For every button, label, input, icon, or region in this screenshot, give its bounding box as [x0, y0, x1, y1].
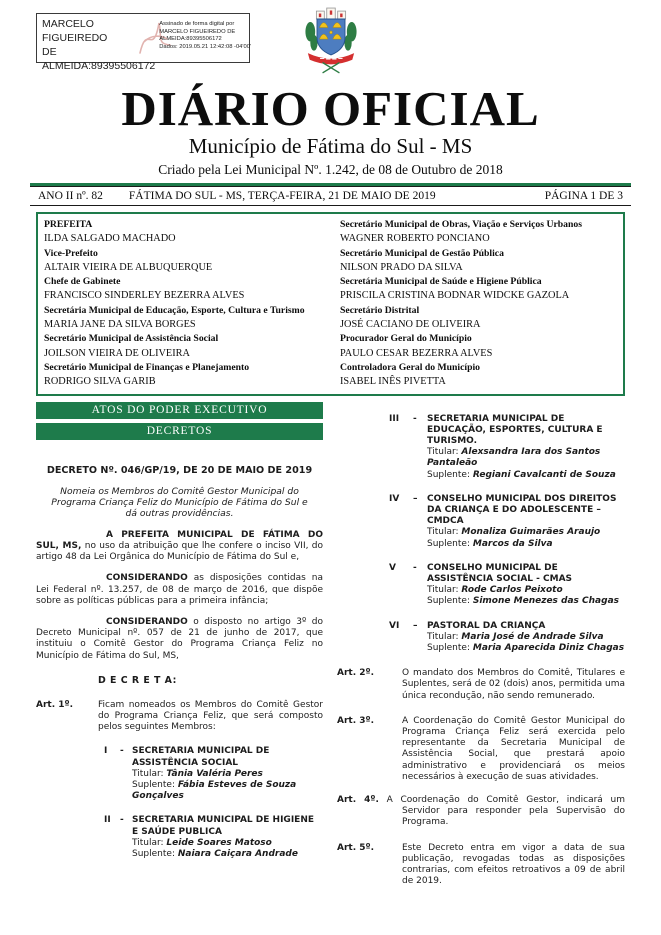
official-entry [44, 218, 326, 247]
official-role: Secretária Municipal de Saúde e Higiene Pública [340, 276, 542, 288]
article-text: A Coordenação do Comitê Gestor Municipal do Programa Criança Feliz será exercida pelo representante da Secretaria Municipal de Assistência Social, que prestará apoio administrativo e providenciará os meios necessários à execução de suas atividades. [402, 715, 625, 782]
preamble-rest: no uso da atribuição que lhe confere o inciso VII, do artigo 48 da Lei Orgânica do Município de Fátima do Sul e, [36, 540, 324, 563]
item-title: SECRETARIA MUNICIPAL DE ASSISTÊNCIA SOCIAL [132, 746, 270, 768]
item-suplente: Suplente: Regiani Cavalcanti de Souza [427, 469, 616, 480]
official-entry [44, 332, 326, 361]
committee-item-4 [337, 494, 625, 550]
officials-column-right [340, 218, 617, 390]
item-suplente: Suplente: Maria Aparecida Diniz Chagas [427, 643, 625, 654]
official-name: PRISCILA CRISTINA BODNAR WIDCKE GAZOLA [340, 290, 570, 302]
item-numeral: II [104, 815, 111, 826]
item-separator: – [413, 493, 418, 504]
item-numeral: V [389, 562, 396, 573]
article-3 [337, 716, 625, 783]
digital-signature-stamp [36, 13, 252, 72]
preamble-lead: A PREFEITA MUNICIPAL DE FÁTIMA DO SUL, MS, [36, 529, 323, 551]
official-role: Secretário Municipal de Assistência Social [44, 333, 219, 345]
official-role: PREFEITA [44, 219, 93, 230]
official-role: Secretário Municipal de Obras, Viação e Serviços Urbanos [340, 219, 582, 230]
dateline-bar [30, 183, 631, 206]
official-role: Procurador Geral do Município [340, 333, 472, 345]
official-name: WAGNER ROBERTO PONCIANO [340, 233, 490, 245]
article-label: Art. 3º. [337, 715, 375, 726]
committee-item-2 [36, 815, 323, 860]
official-role: Controladora Geral do Município [340, 361, 481, 373]
item-numeral: VI [389, 620, 400, 631]
committee-item-3 [337, 414, 625, 481]
signature-detail-line: Assinado de forma digital por [159, 21, 235, 27]
decree-summary: Nomeia os Membros do Comitê Gestor Municipal do Programa Criança Feliz do Município de Fátima do Sul e dá outras providências. [51, 485, 308, 520]
article-text: A Coordenação do Comitê Gestor, indicará um Servidor para responder pela Supervisão do Programa. [386, 795, 625, 828]
item-separator: – [413, 620, 418, 631]
official-role: Secretário Municipal de Gestão Pública [340, 247, 504, 259]
official-role: Secretário Municipal de Finanças e Planejamento [44, 361, 250, 373]
item-title: SECRETARIA MUNICIPAL DE EDUCAÇÃO, ESPORTES, CULTURA E TURISMO. [427, 413, 603, 446]
place-and-date: FÁTIMA DO SUL - MS, TERÇA-FEIRA, 21 DE MAIO DE 2019 [128, 190, 436, 202]
article-5 [337, 843, 625, 888]
article-label: Art. 5º. [337, 842, 375, 853]
signature-name-line: MARCELO FIGUEIREDO [42, 18, 108, 44]
official-entry [340, 361, 617, 390]
official-name: ISABEL INÊS PIVETTA [340, 376, 446, 388]
article-text: Este Decreto entra em vigor a data de sua publicação, revogadas todas as disposições contrarias, com efeitos retroativos a 09 de abril de 2019. [402, 842, 625, 887]
preamble-paragraph [36, 617, 323, 662]
masthead [0, 81, 661, 178]
edition-number: ANO II nº. 82 [38, 190, 103, 202]
decree-title: DECRETO Nº. 046/GP/19, DE 20 DE MAIO DE 2019 [46, 464, 313, 476]
preamble-paragraph [36, 530, 323, 564]
official-entry [44, 247, 326, 276]
signature-details [159, 17, 251, 59]
official-entry [44, 304, 326, 333]
municipal-coat-of-arms-icon [300, 5, 362, 79]
section-banner-decretos: DECRETOS [36, 423, 323, 440]
page-header-strip [0, 0, 661, 80]
signature-detail-line: Dados: 2019.05.21 12:42:08 -04'00' [159, 43, 252, 50]
item-separator: - [413, 413, 417, 424]
item-numeral: IV [389, 493, 400, 504]
article-text: O mandato dos Membros do Comitê, Titulares e Suplentes, será de 02 (dois) anos, permitida uma única recondução, não sendo remunerado. [402, 668, 625, 701]
official-entry [340, 275, 617, 304]
body-column-right [337, 402, 625, 888]
official-role: Secretária Municipal de Educação, Esporte, Cultura e Turismo [44, 304, 305, 316]
committee-item-6 [337, 621, 625, 655]
official-role: Vice-Prefeito [44, 247, 98, 259]
article-2 [337, 668, 625, 702]
item-separator: - [120, 815, 124, 826]
item-titular: Titular: Leide Soares Matoso [132, 837, 272, 848]
committee-item-1 [36, 746, 323, 802]
item-suplente: Suplente: Simone Menezes das Chagas [427, 596, 619, 607]
official-name: ILDA SALGADO MACHADO [44, 233, 176, 245]
item-titular: Titular: Alexsandra Iara dos Santos Pantaleão [427, 447, 601, 469]
official-name: JOSÉ CACIANO DE OLIVEIRA [340, 319, 481, 331]
article-1 [36, 700, 323, 734]
preamble-rest: o disposto no artigo 3º do Decreto Municipal nº. 057 de 21 de junho de 2017, que instituiu o Comitê Gestor do Programa Criança Feliz no Município de Fátima do Sul, MS, [36, 617, 323, 661]
article-text: Ficam nomeados os Membros do Comitê Gestor do Programa Criança Feliz, que será composto pelos seguintes Membros: [98, 699, 323, 733]
item-separator: - [120, 746, 124, 757]
official-name: NILSON PRADO DA SILVA [340, 261, 463, 273]
item-titular: Titular: Monaliza Guimarães Araujo [427, 527, 601, 538]
article-4 [337, 795, 625, 829]
official-role: Chefe de Gabinete [44, 276, 121, 288]
signature-name-line: DE [42, 46, 57, 58]
signature-detail-line: MARCELO FIGUEIREDO DE [159, 28, 236, 35]
article-label: Art. 4º. [337, 795, 379, 806]
official-entry [340, 218, 617, 247]
item-titular: Titular: Rode Carlos Peixoto [427, 585, 563, 596]
item-numeral: I [104, 746, 108, 757]
official-name: FRANCISCO SINDERLEY BEZERRA ALVES [44, 290, 245, 302]
item-title: CONSELHO MUNICIPAL DOS DIREITOS DA CRIANÇA E DO ADOLESCENTE – CMDCA [427, 493, 617, 527]
official-entry [340, 247, 617, 276]
official-name: ALTAIR VIEIRA DE ALBUQUERQUE [44, 261, 213, 273]
item-separator: - [413, 562, 417, 573]
official-entry [44, 275, 326, 304]
official-name: RODRIGO SILVA GARIB [44, 376, 156, 388]
officials-column-left [44, 218, 326, 390]
section-banner-atos: ATOS DO PODER EXECUTIVO [36, 402, 323, 419]
item-title: CONSELHO MUNICIPAL DE ASSISTÊNCIA SOCIAL - CMAS [427, 562, 573, 584]
body-column-left [36, 402, 323, 861]
article-label: Art. 2º. [337, 668, 375, 679]
officials-box [36, 212, 625, 396]
gazette-title: DIÁRIO OFICIAL [121, 81, 540, 136]
signature-name-line: ALMEIDA:89395506172 [42, 60, 156, 72]
preamble-lead: CONSIDERANDO [106, 573, 188, 584]
item-suplente: Suplente: Marcos da Silva [427, 538, 553, 549]
official-name: JOILSON VIEIRA DE OLIVEIRA [44, 347, 190, 359]
official-entry [340, 332, 617, 361]
item-title: PASTORAL DA CRIANÇA [427, 620, 546, 631]
item-titular: Titular: Tânia Valéria Peres [132, 768, 263, 779]
gazette-subtitle: Município de Fátima do Sul - MS [188, 134, 473, 158]
official-entry [44, 361, 326, 390]
preamble-lead: CONSIDERANDO [106, 617, 188, 627]
preamble-paragraph [36, 573, 323, 607]
article-label: Art. 1º. [36, 699, 74, 710]
preamble-rest: as disposições contidas na Lei Federal nº. 13.257, de 08 de março de 2016, que dispõe sobre as políticas públicas para a primeira infância; [36, 573, 323, 606]
page-indicator: PÁGINA 1 DE 3 [544, 190, 623, 202]
item-title: SECRETARIA MUNICIPAL DE HIGIENE E SAÚDE PUBLICA [132, 815, 314, 837]
item-suplente: Suplente: Fábia Esteves de Souza Gonçalves [132, 780, 297, 802]
committee-item-5 [337, 563, 625, 608]
official-name: MARIA JANE DA SILVA BORGES [44, 319, 196, 331]
official-role: Secretário Distrital [340, 304, 420, 316]
official-entry [340, 304, 617, 333]
item-titular: Titular: Maria José de Andrade Silva [427, 631, 604, 642]
official-name: PAULO CESAR BEZERRA ALVES [340, 347, 493, 359]
item-numeral: III [389, 413, 400, 424]
document-body [36, 402, 625, 888]
item-suplente: Suplente: Naiara Caiçara Andrade [132, 849, 298, 860]
gazette-tagline: Criado pela Lei Municipal Nº. 1.242, de 08 de Outubro de 2018 [158, 162, 503, 177]
decreta-heading: D E C R E T A: [98, 674, 177, 686]
signature-detail-line: ALMEIDA:89395506172 [159, 36, 222, 43]
